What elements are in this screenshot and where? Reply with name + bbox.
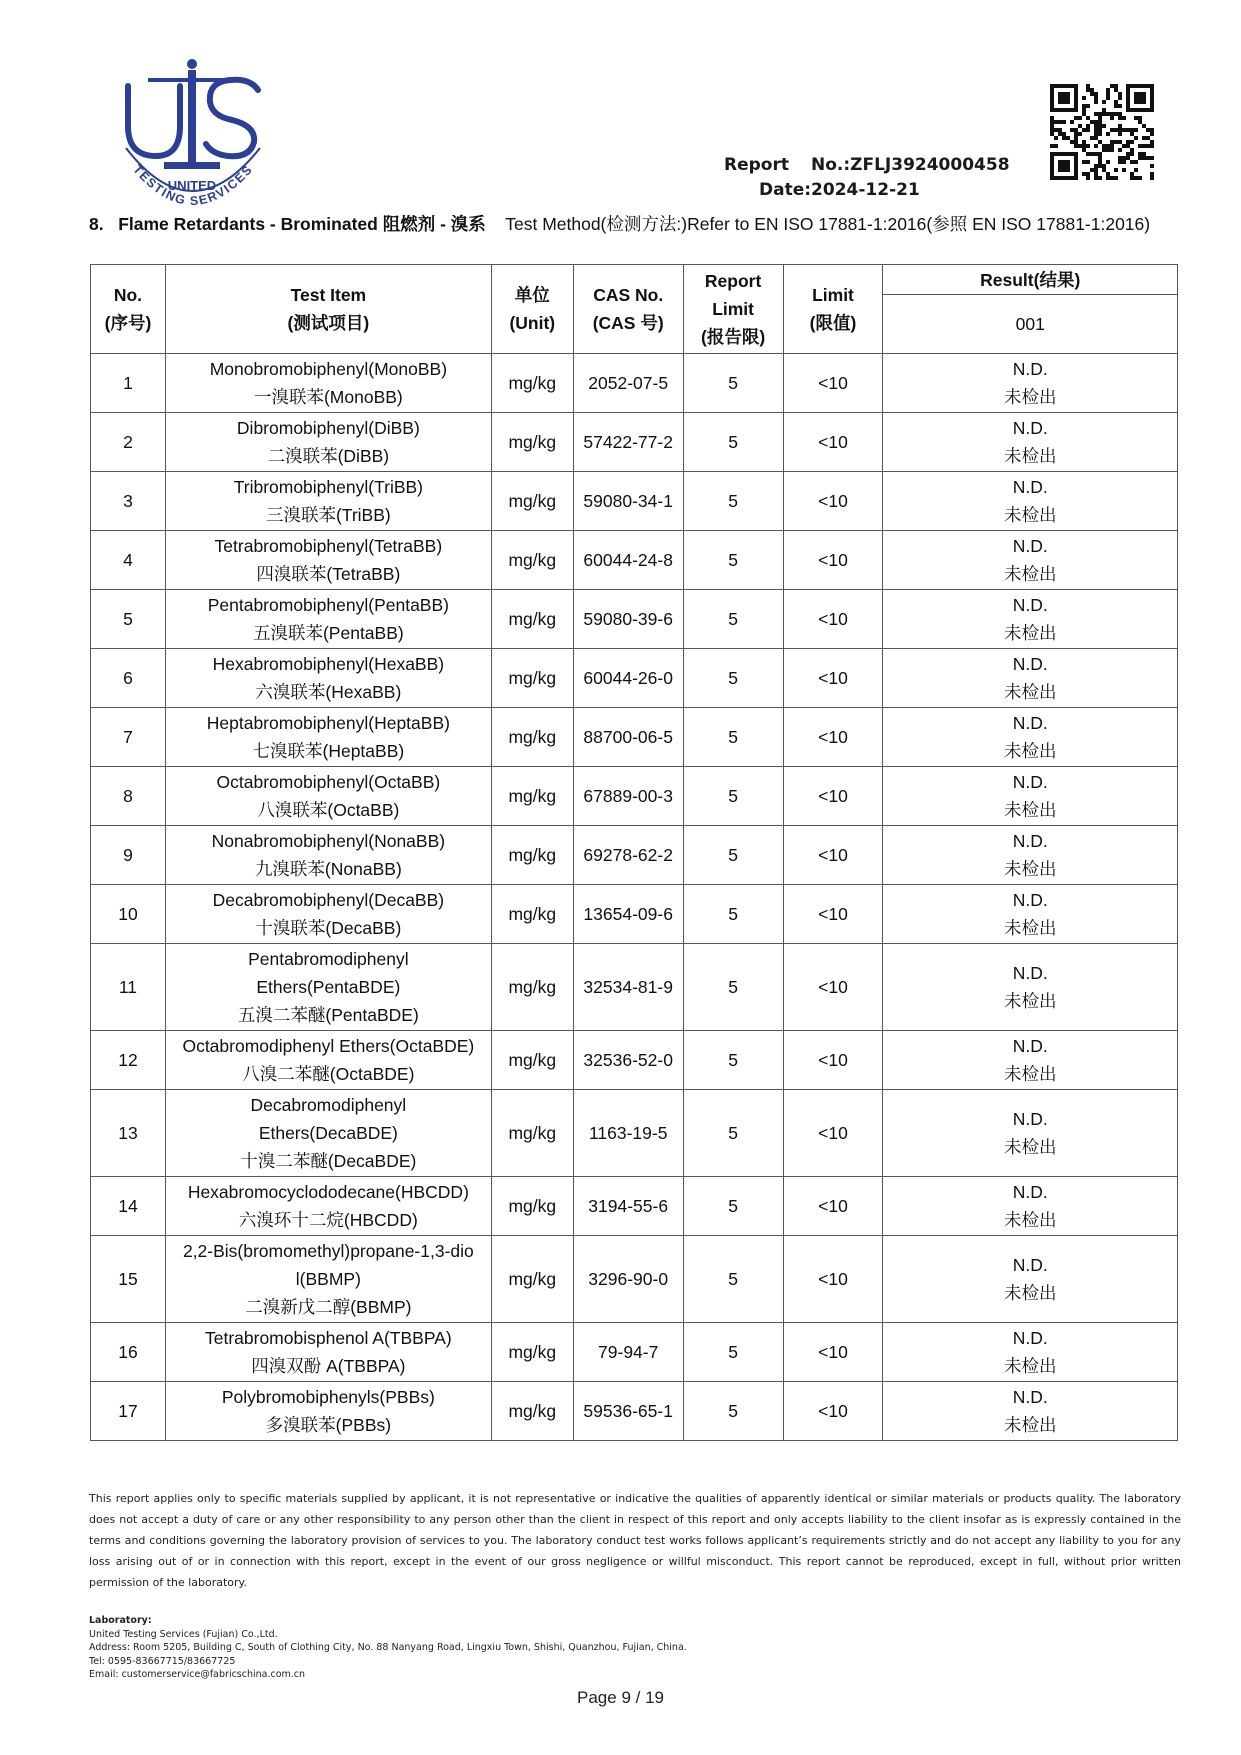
item-line: Monobromobiphenyl(MonoBB) [209,359,448,379]
cell-report-limit: 5 [683,1177,783,1236]
result-cn: 未检出 [1003,1064,1057,1084]
table-row [91,708,1178,767]
table-row [91,826,1178,885]
cell-cas: 67889-00-3 [573,767,683,826]
cell-no: 5 [91,590,166,649]
cell-no: 16 [91,1323,166,1382]
result-cn: 未检出 [1003,859,1057,879]
header-unit: 单位 (Unit) [491,265,573,354]
table-row [91,649,1178,708]
cell-no: 6 [91,649,166,708]
cell-no: 4 [91,531,166,590]
cell-limit: <10 [783,1177,883,1236]
cell-test-item [165,1236,491,1323]
item-line: 五溴联苯(PentaBB) [252,623,404,643]
cell-unit: mg/kg [491,1323,573,1382]
item-line: 多溴联苯(PBBs) [265,1415,392,1435]
result-cn: 未检出 [1003,741,1057,761]
cell-result [883,413,1178,472]
item-line: Nonabromobiphenyl(NonaBB) [211,831,446,851]
section-title-cn: 阻燃剂 - 溴系 [382,214,486,234]
cell-result [883,708,1178,767]
cell-limit: <10 [783,885,883,944]
cell-report-limit: 5 [683,885,783,944]
cell-cas: 59080-34-1 [573,472,683,531]
result-en: N.D. [1012,890,1048,910]
cell-limit: <10 [783,708,883,767]
cell-test-item [165,531,491,590]
cell-no: 12 [91,1031,166,1090]
qr-code-icon [1050,84,1154,180]
cell-report-limit: 5 [683,354,783,413]
cell-test-item [165,472,491,531]
result-en: N.D. [1012,1109,1048,1129]
company-logo [118,56,268,212]
result-cn: 未检出 [1003,1356,1057,1376]
cell-report-limit: 5 [683,1382,783,1441]
header-report-limit: Report Limit (报告限) [683,265,783,354]
item-line: 三溴联苯(TriBB) [265,505,391,525]
result-cn: 未检出 [1003,991,1057,1011]
result-cn: 未检出 [1003,1210,1057,1230]
item-line: Octabromobiphenyl(OctaBB) [216,772,441,792]
result-cn: 未检出 [1003,564,1057,584]
cell-test-item [165,767,491,826]
laboratory-tel: Tel: 0595-83667715/83667725 [89,1655,236,1667]
item-line: Heptabromobiphenyl(HeptaBB) [206,713,450,733]
table-row [91,354,1178,413]
cell-no: 8 [91,767,166,826]
cell-limit: <10 [783,413,883,472]
cell-cas: 32536-52-0 [573,1031,683,1090]
item-line: 八溴二苯醚(OctaBDE) [242,1064,415,1084]
cell-result [883,1090,1178,1177]
cell-no: 1 [91,354,166,413]
result-en: N.D. [1012,1182,1048,1202]
cell-cas: 2052-07-5 [573,354,683,413]
cell-unit: mg/kg [491,413,573,472]
cell-report-limit: 5 [683,413,783,472]
disclaimer: This report applies only to specific materials supplied by applicant, it is not representative or indicative the qualities of apparently identical or similar materials or products quality. The laboratory does not accept a duty of care or any other responsibility to any person other than the client in respect of this report and only accepts liability to the client insofar as is expressly contained in the terms and conditions governing the laboratory provision of services to you. The laboratory conduct test works follows applicant’s requirements strictly and do not accept any liability to you for any loss arising out of or in connection with this report, except in the event of our gross negligence or willful misconduct. This report cannot be reproduced, except in full, without prior written permission of the laboratory. [89,1492,1181,1589]
cell-cas: 1163-19-5 [573,1090,683,1177]
cell-result [883,590,1178,649]
cell-test-item [165,354,491,413]
item-line: Decabromodiphenyl [250,1095,407,1115]
item-line: Tetrabromobisphenol A(TBBPA) [204,1328,452,1348]
item-line: Polybromobiphenyls(PBBs) [221,1387,435,1407]
cell-cas: 59080-39-6 [573,590,683,649]
cell-cas: 60044-26-0 [573,649,683,708]
cell-no: 2 [91,413,166,472]
result-en: N.D. [1012,1036,1048,1056]
cell-report-limit: 5 [683,1323,783,1382]
cell-cas: 59536-65-1 [573,1382,683,1441]
cell-limit: <10 [783,826,883,885]
cell-no: 9 [91,826,166,885]
result-cn: 未检出 [1003,1137,1057,1157]
cell-report-limit: 5 [683,590,783,649]
item-line: 五溴二苯醚(PentaBDE) [237,1005,419,1025]
table-row [91,1031,1178,1090]
cell-result [883,1236,1178,1323]
item-line: 十溴二苯醚(DecaBDE) [240,1151,417,1171]
cell-limit: <10 [783,649,883,708]
cell-unit: mg/kg [491,1031,573,1090]
result-en: N.D. [1012,654,1048,674]
item-line: Hexabromocyclododecane(HBCDD) [187,1182,469,1202]
result-en: N.D. [1012,359,1048,379]
cell-test-item [165,826,491,885]
laboratory-name: United Testing Services (Fujian) Co.,Ltd. [89,1628,278,1640]
cell-unit: mg/kg [491,1090,573,1177]
results-table [90,264,1178,1441]
cell-no: 17 [91,1382,166,1441]
result-cn: 未检出 [1003,387,1057,407]
cell-unit: mg/kg [491,826,573,885]
table-row [91,1323,1178,1382]
cell-unit: mg/kg [491,354,573,413]
cell-test-item [165,944,491,1031]
cell-cas: 60044-24-8 [573,531,683,590]
item-line: Ethers(PentaBDE) [256,977,401,997]
test-method: Test Method(检测方法:)Refer to EN ISO 17881-1:2016(参照 EN ISO 17881-1:2016) [505,214,1151,234]
cell-report-limit: 5 [683,1236,783,1323]
report-number: No.:ZFLJ3924000458 [810,155,1010,175]
table-row [91,1177,1178,1236]
cell-limit: <10 [783,944,883,1031]
cell-cas: 3296-90-0 [573,1236,683,1323]
laboratory-email: Email: customerservice@fabricschina.com.cn [89,1669,306,1680]
result-cn: 未检出 [1003,446,1057,466]
table-row [91,472,1178,531]
cell-limit: <10 [783,1090,883,1177]
report-header [724,153,1010,203]
cell-cas: 88700-06-5 [573,708,683,767]
cell-report-limit: 5 [683,826,783,885]
cell-limit: <10 [783,472,883,531]
result-en: N.D. [1012,1328,1048,1348]
cell-cas: 32534-81-9 [573,944,683,1031]
cell-unit: mg/kg [491,885,573,944]
result-en: N.D. [1012,418,1048,438]
result-en: N.D. [1012,772,1048,792]
result-cn: 未检出 [1003,800,1057,820]
table-row [91,944,1178,1031]
item-line: l(BBMP) [295,1269,361,1289]
section-number: 8. [89,214,104,234]
cell-result [883,1031,1178,1090]
result-en: N.D. [1012,477,1048,497]
laboratory-info [89,1614,989,1682]
item-line: Tetrabromobiphenyl(TetraBB) [214,536,443,556]
item-line: 十溴联苯(DecaBB) [255,918,402,938]
result-cn: 未检出 [1003,1415,1057,1435]
cell-test-item [165,885,491,944]
cell-limit: <10 [783,590,883,649]
header-cas: CAS No. (CAS 号) [573,265,683,354]
item-line: 九溴联苯(NonaBB) [254,859,402,879]
section-title [89,210,1169,238]
cell-unit: mg/kg [491,1177,573,1236]
cell-limit: <10 [783,531,883,590]
cell-test-item [165,1031,491,1090]
cell-report-limit: 5 [683,531,783,590]
cell-no: 3 [91,472,166,531]
item-line: Decabromobiphenyl(DecaBB) [212,890,445,910]
cell-unit: mg/kg [491,1382,573,1441]
result-cn: 未检出 [1003,505,1057,525]
cell-result [883,767,1178,826]
item-line: 一溴联苯(MonoBB) [253,387,403,407]
table-row [91,885,1178,944]
cell-result [883,354,1178,413]
cell-report-limit: 5 [683,472,783,531]
cell-unit: mg/kg [491,708,573,767]
cell-limit: <10 [783,767,883,826]
result-cn: 未检出 [1003,918,1057,938]
result-cn: 未检出 [1003,682,1057,702]
item-line: Tribromobiphenyl(TriBB) [233,477,424,497]
item-line: 二溴新戊二醇(BBMP) [245,1297,412,1317]
cell-report-limit: 5 [683,767,783,826]
section-title-en: Flame Retardants - Brominated [118,214,378,234]
cell-report-limit: 5 [683,708,783,767]
result-cn: 未检出 [1003,1283,1057,1303]
table-row [91,1236,1178,1323]
report-date: Date:2024-12-21 [759,180,920,200]
cell-unit: mg/kg [491,590,573,649]
result-en: N.D. [1012,1387,1048,1407]
result-en: N.D. [1012,963,1048,983]
result-en: N.D. [1012,1255,1048,1275]
header-sample-001: 001 [883,295,1178,354]
cell-no: 15 [91,1236,166,1323]
item-line: 四溴双酚 A(TBBPA) [251,1356,406,1376]
cell-cas: 3194-55-6 [573,1177,683,1236]
item-line: Hexabromobiphenyl(HexaBB) [212,654,445,674]
cell-cas: 13654-09-6 [573,885,683,944]
logo-text-united: UNITED [167,178,217,193]
cell-result [883,885,1178,944]
cell-report-limit: 5 [683,1031,783,1090]
cell-no: 11 [91,944,166,1031]
cell-unit: mg/kg [491,472,573,531]
logo-text-testing-services: TESTING SERVICES [130,162,256,209]
result-cn: 未检出 [1003,623,1057,643]
cell-report-limit: 5 [683,1090,783,1177]
cell-no: 13 [91,1090,166,1177]
cell-unit: mg/kg [491,1236,573,1323]
table-row [91,1090,1178,1177]
cell-report-limit: 5 [683,649,783,708]
result-en: N.D. [1012,595,1048,615]
item-line: 2,2-Bis(bromomethyl)propane-1,3-dio [182,1241,474,1261]
item-line: 八溴联苯(OctaBB) [257,800,400,820]
item-line: 二溴联苯(DiBB) [267,446,390,466]
cell-test-item [165,1382,491,1441]
cell-result [883,1323,1178,1382]
cell-no: 10 [91,885,166,944]
result-en: N.D. [1012,831,1048,851]
cell-test-item [165,590,491,649]
cell-test-item [165,1323,491,1382]
item-line: 六溴联苯(HexaBB) [255,682,402,702]
header-result: Result(结果) [883,265,1178,295]
cell-limit: <10 [783,354,883,413]
item-line: Dibromobiphenyl(DiBB) [236,418,420,438]
cell-limit: <10 [783,1031,883,1090]
cell-result [883,944,1178,1031]
cell-unit: mg/kg [491,531,573,590]
page-number: Page 9 / 19 [577,1688,664,1707]
item-line: Pentabromobiphenyl(PentaBB) [207,595,449,615]
laboratory-title: Laboratory: [89,1615,152,1626]
cell-unit: mg/kg [491,649,573,708]
cell-no: 14 [91,1177,166,1236]
item-line: 四溴联苯(TetraBB) [256,564,401,584]
laboratory-address: Address: Room 5205, Building C, South of Clothing City, No. 88 Nanyang Road, Lingxiu Town, Shishi, Quanzhou, Fujian, China. [89,1642,687,1653]
cell-unit: mg/kg [491,767,573,826]
cell-cas: 79-94-7 [573,1323,683,1382]
cell-no: 7 [91,708,166,767]
report-label: Report [724,155,789,175]
cell-test-item [165,413,491,472]
cell-cas: 57422-77-2 [573,413,683,472]
cell-unit: mg/kg [491,944,573,1031]
table-row [91,531,1178,590]
cell-result [883,649,1178,708]
cell-report-limit: 5 [683,944,783,1031]
item-line: 七溴联苯(HeptaBB) [252,741,405,761]
cell-result [883,531,1178,590]
item-line: Octabromodiphenyl Ethers(OctaBDE) [182,1036,475,1056]
cell-test-item [165,1177,491,1236]
cell-cas: 69278-62-2 [573,826,683,885]
result-en: N.D. [1012,713,1048,733]
cell-test-item [165,708,491,767]
header-limit: Limit (限值) [783,265,883,354]
table-row [91,1382,1178,1441]
cell-limit: <10 [783,1236,883,1323]
table-row [91,413,1178,472]
header-test-item: Test Item (测试项目) [165,265,491,354]
cell-result [883,472,1178,531]
cell-limit: <10 [783,1382,883,1441]
cell-result [883,826,1178,885]
cell-test-item [165,1090,491,1177]
cell-result [883,1177,1178,1236]
item-line: 六溴环十二烷(HBCDD) [238,1210,418,1230]
cell-result [883,1382,1178,1441]
cell-limit: <10 [783,1323,883,1382]
item-line: Pentabromodiphenyl [248,949,409,969]
table-row [91,590,1178,649]
header-no: No. (序号) [91,265,166,354]
table-row [91,767,1178,826]
result-en: N.D. [1012,536,1048,556]
item-line: Ethers(DecaBDE) [258,1123,398,1143]
cell-test-item [165,649,491,708]
